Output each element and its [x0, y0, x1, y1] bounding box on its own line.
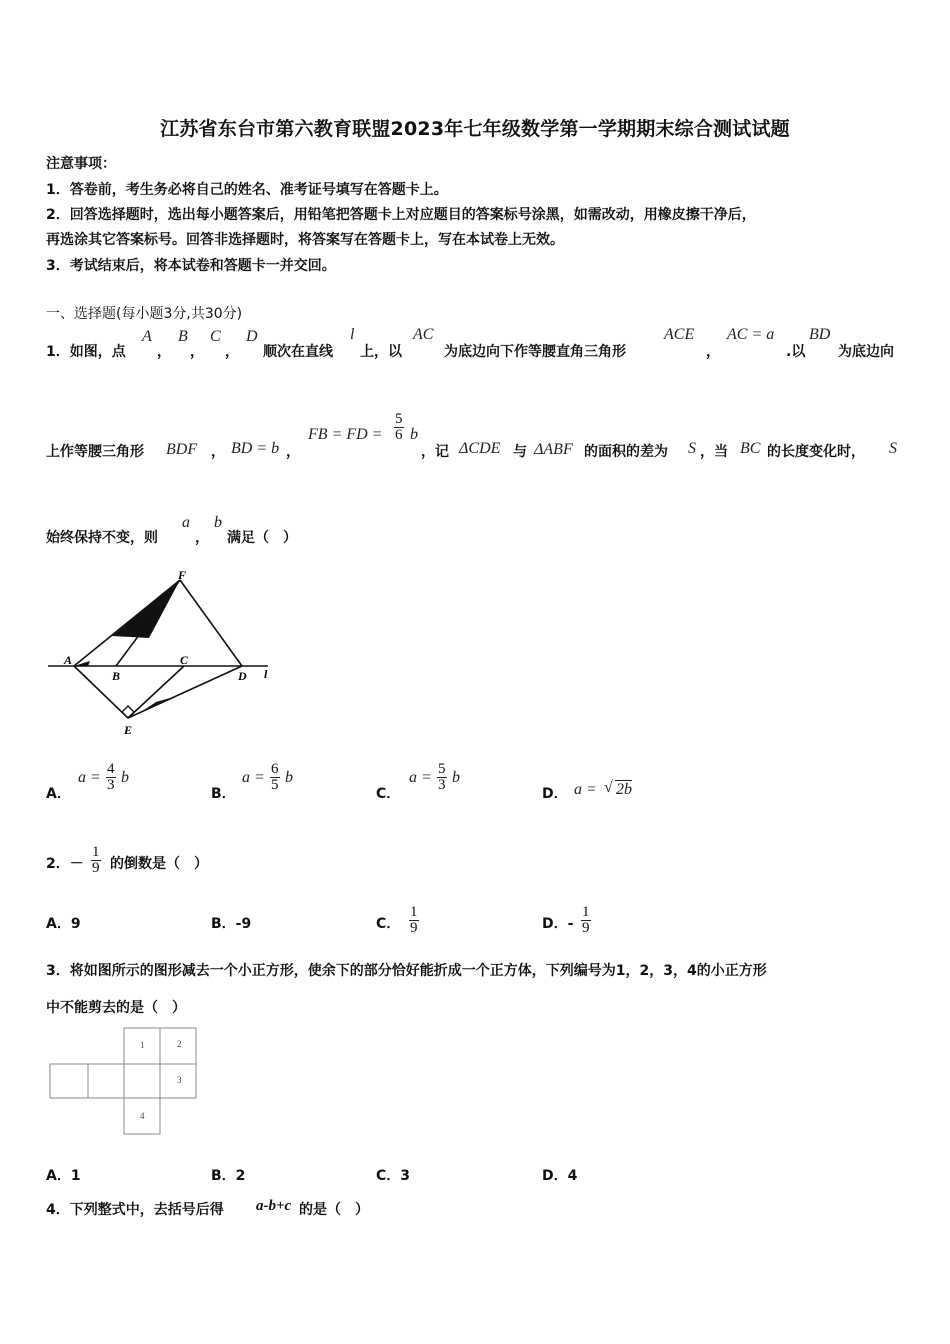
segment-ec: [128, 666, 184, 718]
q1-text-3: 上，以: [360, 344, 402, 360]
label-a: A: [64, 653, 73, 667]
q1-option-b-label: B．: [211, 786, 236, 802]
net-label-1: 1: [140, 1040, 145, 1050]
q1-text-6: 为底边向: [838, 344, 894, 360]
q1-ac-eq-a: AC = a: [727, 326, 775, 343]
label-d: D: [238, 669, 247, 683]
q1-bc: BC: [740, 440, 761, 457]
q2-fraction-den: 9: [92, 860, 100, 876]
q1-bdf: BDF: [166, 441, 198, 458]
q1-text-4: 为底边向下作等腰直角三角形: [444, 344, 626, 360]
q1-text-11: ，当: [700, 444, 728, 460]
q1-text-7: 上作等腰三角形: [46, 444, 144, 460]
net-square-mid: [124, 1064, 160, 1098]
segment-ed: [128, 666, 242, 718]
q1-option-a-rhs: b: [121, 769, 129, 786]
q1-option-d-radicand: 2b: [616, 781, 632, 798]
q2-option-b: B．-9: [211, 916, 252, 932]
segment-af: [74, 580, 180, 666]
q2-suffix: 的倒数是（ ）: [110, 856, 208, 872]
q1-option-b-fraction: [270, 762, 280, 793]
q1-text-2: 顺次在直线: [263, 344, 333, 360]
q1-text-1: 1．如图，点: [46, 344, 126, 360]
q1-triangle-abf: ΔABF: [534, 441, 573, 458]
notice-item-2-cont: 再选涂其它答案标号。回答非选择题时，将答案写在答题卡上，写在本试卷上无效。: [46, 232, 564, 248]
notice-item-1: 1．答卷前，考生务必将自己的姓名、准考证号填写在答题卡上。: [46, 182, 448, 198]
q1-b-2: b: [214, 514, 222, 531]
q1-comma-2: ，: [190, 344, 204, 360]
q1-ace: ACE: [664, 326, 695, 343]
q1-option-a-fraction: [106, 762, 116, 793]
q3-option-d: D．4: [542, 1168, 578, 1184]
q2-option-d-fraction: [581, 905, 591, 936]
net-label-4: 4: [140, 1111, 145, 1121]
q3-option-b: B．2: [211, 1168, 246, 1184]
net-label-2: 2: [177, 1039, 182, 1049]
q1-comma-5: ，: [211, 444, 225, 460]
q4-text-2: 的是（ ）: [299, 1202, 369, 1218]
q1-comma-1: ，: [157, 344, 171, 360]
q1-comma-4: ，: [706, 344, 720, 360]
q1-option-b-den: 5: [271, 777, 279, 793]
q1-comma-3: ，: [225, 344, 239, 360]
q2-option-c-label: C．: [376, 916, 401, 932]
q1-option-a-label: A．: [46, 786, 71, 802]
q1-option-c-rhs: b: [452, 769, 460, 786]
q1-point-b: B: [178, 328, 188, 345]
shaded-region-top: [112, 580, 180, 638]
q2-option-c-num: 1: [410, 904, 418, 920]
q1-text-14: 满足（ ）: [227, 530, 297, 546]
q2-fraction: [91, 845, 101, 876]
q2-option-d-label: D．-: [542, 916, 574, 932]
q1-text-10: 的面积的差为: [584, 444, 668, 460]
q1-option-c-label: C．: [376, 786, 401, 802]
q1-a: a: [182, 514, 190, 531]
notice-item-2: 2．回答选择题时，选出每小题答案后，用铅笔把答题卡上对应题目的答案标号涂黑，如需改动，用橡皮擦干净后，: [46, 207, 756, 223]
label-l: l: [264, 667, 268, 681]
q1-option-b-rhs: b: [285, 769, 293, 786]
q1-s: S: [688, 440, 696, 457]
q1-option-c-num: 5: [438, 761, 446, 777]
q1-text-12: 的长度变化时，: [767, 444, 865, 460]
section-heading: 一、选择题(每小题3分,共30分): [46, 306, 243, 322]
q1-comma-7: ，: [195, 530, 209, 546]
q1-option-c-lhs: a =: [409, 769, 432, 786]
q3-option-c: C．3: [376, 1168, 411, 1184]
q1-fraction: [394, 412, 404, 443]
q1-option-a-lhs: a =: [78, 769, 101, 786]
q1-s-2: S: [889, 440, 897, 457]
q1-text-8: ，记: [421, 444, 449, 460]
q1-ac: AC: [413, 326, 434, 343]
q2-option-d-den: 9: [582, 920, 590, 936]
net-square-mid-left: [88, 1064, 124, 1098]
notice-heading: 注意事项：: [46, 156, 116, 172]
q4-text-1: 4．下列整式中，去括号后得: [46, 1202, 224, 1218]
q1-bd: BD: [809, 326, 831, 343]
sqrt-icon: √: [604, 779, 613, 796]
net-square-left: [50, 1064, 88, 1098]
q1-fraction-num: 5: [395, 411, 403, 427]
q1-comma-6: ，: [286, 444, 300, 460]
q2-option-c-den: 9: [410, 920, 418, 936]
q1-option-a-den: 3: [107, 777, 115, 793]
net-label-3: 3: [177, 1075, 182, 1085]
q1-option-d-label: D．: [542, 786, 568, 802]
notice-item-3: 3．考试结束后，将本试卷和答题卡一并交回。: [46, 258, 336, 274]
label-e: E: [124, 723, 133, 737]
q1-fraction-den: 6: [395, 427, 403, 443]
label-b: B: [112, 669, 121, 683]
q1-point-d: D: [246, 328, 258, 345]
q2-fraction-num: 1: [92, 844, 100, 860]
q1-option-c-fraction: [437, 762, 447, 793]
label-c: C: [180, 653, 189, 667]
q1-fb-fd: FB = FD =: [308, 426, 383, 443]
q1-text-13: 始终保持不变，则: [46, 530, 158, 546]
q1-option-a-num: 4: [107, 761, 115, 777]
q1-point-a: A: [142, 328, 152, 345]
label-f: F: [178, 568, 187, 582]
q1-option-d-lhs: a =: [574, 781, 597, 798]
q1-option-b-lhs: a =: [242, 769, 265, 786]
q1-triangle-cde: ΔCDE: [459, 440, 501, 457]
q1-option-b-num: 6: [271, 761, 279, 777]
q2-option-a: A．9: [46, 916, 81, 932]
q3-text-line-2: 中不能剪去的是（ ）: [46, 1000, 186, 1016]
q2-option-c-fraction: [409, 905, 419, 936]
q1-b: b: [410, 426, 418, 443]
segment-fd: [180, 580, 242, 666]
q2-prefix: 2．－: [46, 856, 84, 872]
q4-expression: a-b+c: [256, 1198, 292, 1214]
q3-text-line-1: 3．将如图所示的图形减去一个小正方形，使余下的部分恰好能折成一个正方体，下列编号为1，2，3，4的小正方形: [46, 963, 767, 979]
q3-cube-net-figure: [44, 1026, 204, 1138]
q1-line-l: l: [350, 326, 355, 343]
q3-option-a: A．1: [46, 1168, 81, 1184]
q1-text-5: .以: [786, 344, 806, 360]
q1-bd-eq-b: BD = b: [231, 440, 280, 457]
q1-text-9: 与: [513, 444, 527, 460]
q1-point-c: C: [210, 328, 221, 345]
page-title: 江苏省东台市第六教育联盟2023年七年级数学第一学期期末综合测试试题: [160, 118, 790, 140]
q1-geometry-figure: [44, 568, 280, 738]
q2-option-d-num: 1: [582, 904, 590, 920]
q1-option-c-den: 3: [438, 777, 446, 793]
